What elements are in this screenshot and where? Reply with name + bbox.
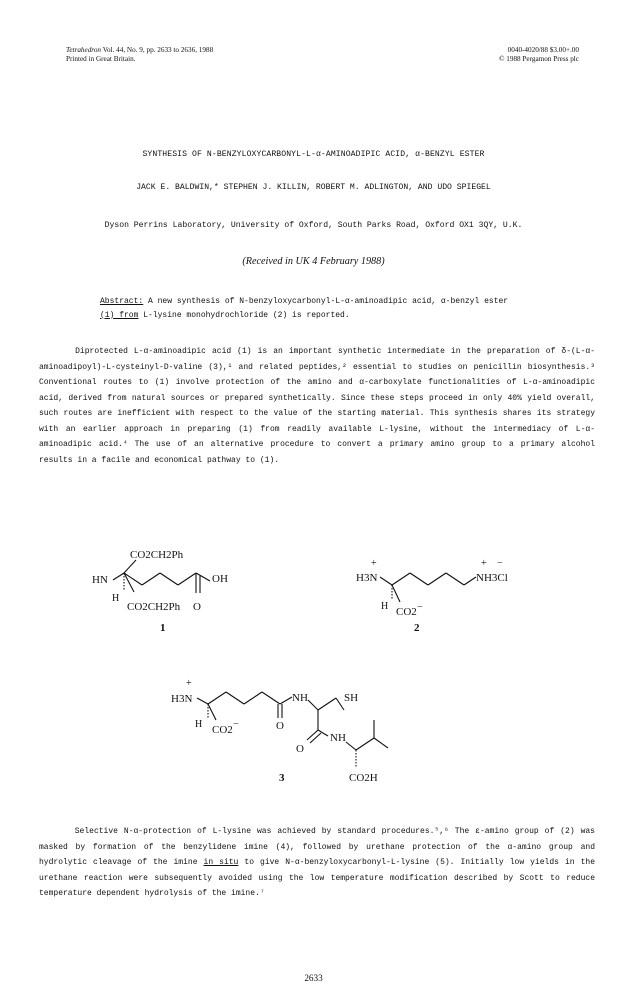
- s1-o-label: O: [193, 601, 201, 613]
- s3-bond-c4-nh: [280, 697, 292, 704]
- s2-co2-label: CO2: [396, 606, 417, 618]
- copyright: © 1988 Pergamon Press plc: [499, 55, 579, 63]
- affiliation: Dyson Perrins Laboratory, University of Oxford, South Parks Road, Oxford OX1 3QY, U.K.: [104, 221, 523, 230]
- in-situ-term: in situ: [203, 858, 239, 867]
- s2-number: 2: [414, 622, 420, 634]
- s3-bond-cys-cb: [318, 698, 336, 710]
- s1-bond-hn-ca: [113, 573, 124, 580]
- s2-bond-c4-n: [464, 577, 476, 585]
- s3-bond-cb-s: [336, 698, 344, 710]
- paper-title: SYNTHESIS OF N-BENZYLOXYCARBONYL-L-α-AMINOADIPIC ACID, α-BENZYL ESTER: [142, 150, 485, 159]
- s3-bond-ca-c1: [208, 692, 226, 704]
- s2-bond-ca-co2: [392, 585, 400, 602]
- s3-bond-nh-val: [346, 742, 356, 750]
- s3-co2-label: CO2: [212, 724, 233, 736]
- s1-bond-c2-c3: [160, 573, 178, 585]
- s3-number: 3: [279, 772, 285, 784]
- body-paragraph-2-text-b: to give N-α-benzyloxycarbonyl-L-lysine (5). Initially low yields in the urethane reaction were subsequently avoided using the low temperature modification described by Scott to reduce temperature dependent hydrolysis of the imine.⁷: [39, 858, 595, 898]
- s3-co2-minus: −: [233, 719, 239, 730]
- abstract-text-2: L-lysine monohydrochloride (2) is reported.: [143, 311, 350, 320]
- body-paragraph-1-text: Diprotected L-α-aminoadipic acid (1) is an important synthetic intermediate in the preparation of δ-(L-α-aminoadipoyl)-L-cysteinyl-D-valine (3),¹ and related peptides,² essential to studies on penicillin biosynthesis.³ Conventional routes to (1) involve protection of the amino and α-carboxylate functionalities of L-α-aminoadipic acid, derived from natural sources or prepared synthetically. Since these steps proceed in only 40% yield overall, such routes are inefficient with respect to the value of the starting material. This synthesis shares its strategy with an earlier approach in preparing (1) from readily available L-lysine, without the intermediacy of L-α-aminoadipic acid.⁴ The use of an alternative procedure to convert a primary amino group to a primary alcohol results in a facile and economical pathway to (1).: [39, 347, 595, 465]
- s1-ester-top-label: CO2CH2Ph: [130, 549, 184, 561]
- journal-name: Tetrahedron: [66, 46, 102, 54]
- s3-bond-nh-cys: [308, 700, 318, 710]
- abstract-text-1: A new synthesis of N-benzyloxycarbonyl-L-α-aminoadipic acid, α-benzyl ester: [148, 297, 509, 306]
- s1-ester-bottom-label: CO2CH2Ph: [127, 601, 181, 613]
- s3-nh2-label: NH: [330, 732, 346, 744]
- s3-co2h-label: CO2H: [349, 772, 378, 784]
- abstract: [100, 295, 570, 323]
- s1-number: 1: [160, 622, 166, 634]
- journal-header-right: [359, 46, 579, 64]
- s3-bond-c2-c3: [244, 692, 262, 704]
- s3-o1-label: O: [276, 720, 284, 732]
- s2-plus-right: +: [481, 558, 487, 569]
- abstract-line-2: [100, 309, 570, 323]
- s2-plus-left: +: [371, 558, 377, 569]
- printed-in: Printed in Great Britain.: [66, 55, 136, 63]
- s3-bond-n-ca: [197, 698, 208, 704]
- body-paragraph-2: [39, 824, 595, 902]
- s3-bond-val-cb: [356, 738, 374, 750]
- journal-citation-line: [66, 46, 326, 55]
- author-list: JACK E. BALDWIN,* STEPHEN J. KILLIN, ROBERT M. ADLINGTON, AND UDO SPIEGEL: [136, 183, 491, 192]
- body-paragraph-2-text-a: Selective N-α-protection of L-lysine was achieved by standard procedures.⁵,⁶ The ε-amino group of (2) was masked by formation of the benzylidene imine (4), followed by urethane protection of the α-amino group and hydrolytic cleavage of the imine: [39, 827, 595, 867]
- journal-header-left: [66, 46, 326, 64]
- s2-minus-right: −: [497, 558, 503, 569]
- s2-h3n-label: H3N: [356, 572, 378, 584]
- s2-bond-ca-c1: [392, 573, 410, 585]
- s1-oh-label: OH: [212, 573, 228, 585]
- s1-bond-c3-c4: [178, 573, 196, 585]
- s2-bond-c3-c4: [446, 573, 464, 585]
- chemical-structures: [0, 530, 627, 820]
- s3-bond-co2-b: [310, 733, 321, 743]
- abstract-text-2-underlined: (1) from: [100, 311, 139, 320]
- s1-bond-c4-oh: [196, 573, 210, 581]
- s2-h-label: H: [381, 601, 389, 612]
- journal-citation: Vol. 44, No. 9, pp. 2633 to 2636, 1988: [102, 46, 214, 54]
- s3-o2-label: O: [296, 743, 304, 755]
- s2-bond-c2-c3: [428, 573, 446, 585]
- s2-bond-c1-c2: [410, 573, 428, 585]
- issn-price: 0040-4020/88 $3.00+.00: [507, 46, 579, 54]
- s3-h-label: H: [195, 719, 203, 730]
- s3-bond-c3-c4: [262, 692, 280, 704]
- s1-bond-ca-ester-top: [124, 560, 136, 573]
- s1-bond-c1-c2: [142, 573, 160, 585]
- received-date: (Received in UK 4 February 1988): [242, 256, 385, 267]
- s3-bond-c1-c2: [226, 692, 244, 704]
- body-paragraph-1: [39, 344, 595, 468]
- s3-nh1-label: NH: [292, 692, 308, 704]
- s3-bond-cb-methyl2: [374, 738, 388, 748]
- s3-bond-ca-co2: [208, 704, 216, 720]
- s3-sh-label: SH: [344, 692, 359, 704]
- s1-h-label: H: [112, 593, 120, 604]
- abstract-label: Abstract:: [100, 297, 144, 306]
- s3-bond-co2-a: [307, 730, 318, 740]
- s2-co2-minus: −: [417, 602, 423, 613]
- s2-bond-n-ca: [380, 577, 392, 585]
- s1-hn-label: HN: [92, 574, 108, 586]
- s3-plus: +: [186, 678, 192, 689]
- s3-h3n-label: H3N: [171, 693, 193, 705]
- abstract-line-1: [100, 295, 570, 309]
- s2-nh3cl-label: NH3Cl: [476, 572, 508, 584]
- page-number: 2633: [304, 973, 323, 983]
